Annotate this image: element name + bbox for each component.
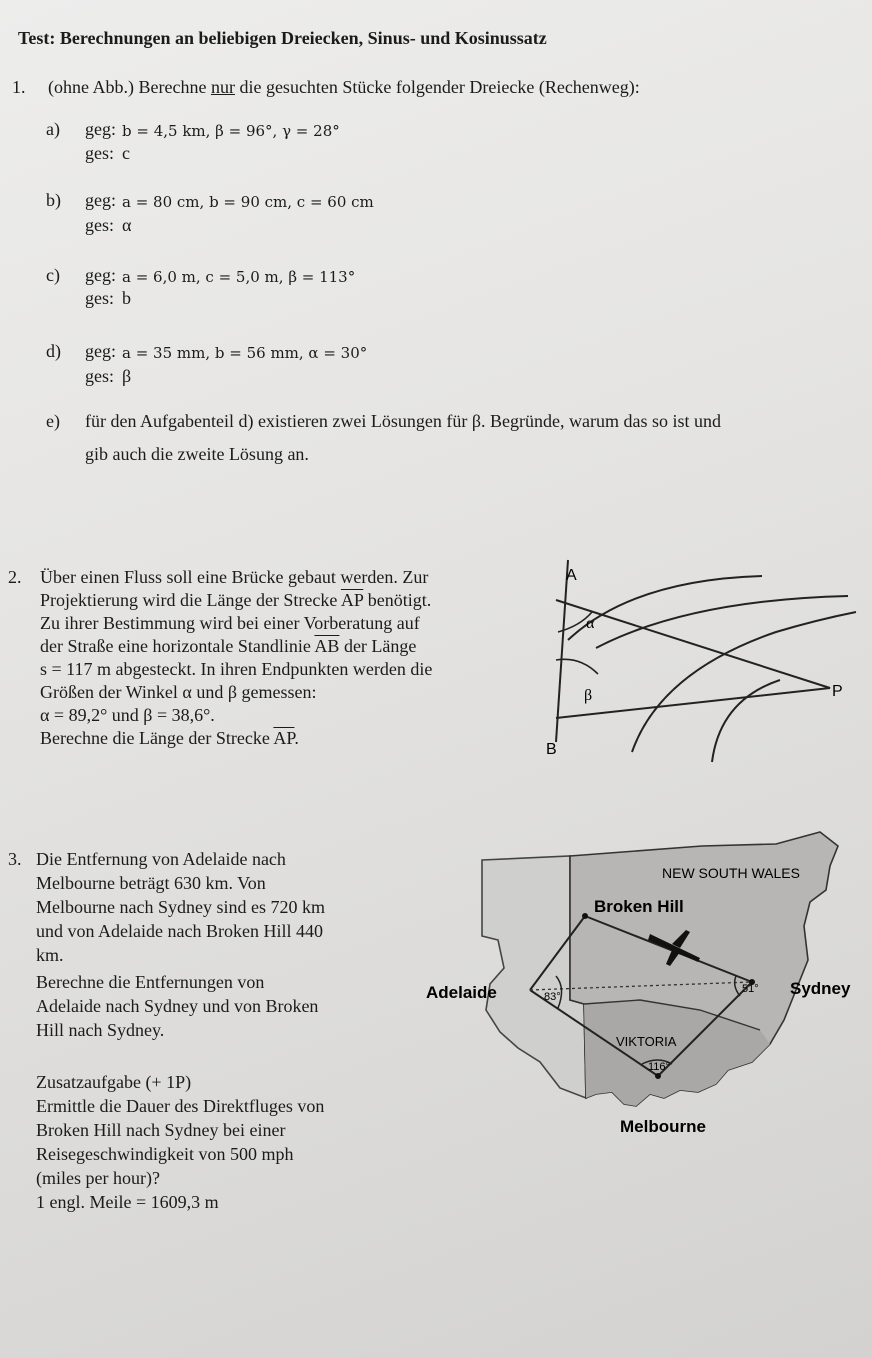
task1-number: 1.: [12, 77, 26, 97]
task3-line: Berechne die Entfernungen von: [36, 972, 265, 992]
broken-hill-dot: [582, 913, 588, 919]
bonus-line: Broken Hill nach Sydney bei einer: [36, 1120, 286, 1140]
given-label: geg:: [85, 341, 116, 361]
given-values: a = 35 mm, b = 56 mm, α = 30°: [122, 344, 368, 362]
segment-ap: $\overline{AP}$: [340, 590, 364, 610]
task1-item-e-letter: e): [46, 411, 60, 431]
page-title: Test: Berechnungen an beliebigen Dreiecken, Sinus- und Kosinussatz: [18, 28, 547, 48]
task3-line: Hill nach Sydney.: [36, 1020, 165, 1040]
label-melbourne: Melbourne: [620, 1117, 706, 1136]
item-letter: a): [46, 119, 60, 139]
point-a-label: A: [566, 567, 577, 584]
item-letter: b): [46, 190, 61, 210]
task3-line: Melbourne nach Sydney sind es 720 km: [36, 897, 325, 917]
label-angle-melbourne: 116°: [648, 1061, 670, 1073]
task2-line: Projektierung wird die Länge der Strecke $\overline{AP}$ benötigt.: [40, 590, 432, 610]
given-label: geg:: [85, 190, 116, 210]
task2-line: Größen der Winkel α und β gemessen:: [40, 682, 317, 702]
task3-line: Die Entfernung von Adelaide nach: [36, 849, 286, 869]
sought-value: c: [122, 143, 130, 163]
label-victoria: VIKTORIA: [616, 1034, 677, 1049]
given-label: geg:: [85, 265, 116, 285]
bonus-line: Zusatzaufgabe (+ 1P): [36, 1072, 192, 1092]
task3-number: 3.: [8, 849, 22, 869]
item-letter: c): [46, 265, 60, 285]
task2-line: α = 89,2° und β = 38,6°.: [40, 705, 215, 725]
bonus-line: Ermittle die Dauer des Direktfluges von: [36, 1096, 325, 1116]
given-values: b = 4,5 km, β = 96°, γ = 28°: [122, 122, 340, 140]
task2-line: der Straße eine horizontale Standlinie $\overline{AB}$ der Länge: [40, 636, 417, 656]
label-adelaide: Adelaide: [426, 983, 497, 1002]
task2-line: Berechne die Länge der Strecke $\overline{AP}$.: [40, 728, 299, 748]
label-nsw: NEW SOUTH WALES: [662, 865, 800, 881]
sought-label: ges:: [85, 288, 114, 308]
sought-value: β: [122, 366, 132, 386]
sought-value: b: [122, 288, 131, 308]
melbourne-dot: [655, 1073, 661, 1079]
bonus-line: 1 engl. Meile = 1609,3 m: [36, 1192, 219, 1212]
task2-line: Über einen Fluss soll eine Brücke gebaut werden. Zur: [40, 567, 429, 587]
point-p-label: P: [832, 683, 843, 700]
sought-label: ges:: [85, 215, 114, 235]
segment-ab: $\overline{AB}$: [314, 636, 340, 656]
task1-item-e-line2: gib auch die zweite Lösung an.: [85, 444, 309, 464]
point-b-label: B: [546, 741, 557, 758]
beta-label: β: [584, 687, 593, 704]
label-broken-hill: Broken Hill: [594, 897, 684, 916]
task2-number: 2.: [8, 567, 22, 587]
sought-label: ges:: [85, 143, 114, 163]
label-sydney: Sydney: [790, 979, 851, 998]
task3-line: Melbourne beträgt 630 km. Von: [36, 873, 266, 893]
bonus-line: Reisegeschwindigkeit von 500 mph: [36, 1144, 294, 1164]
task1-intro: (ohne Abb.) Berechne nur die gesuchten Stücke folgender Dreiecke (Rechenweg):: [48, 77, 640, 97]
given-label: geg:: [85, 119, 116, 139]
label-angle-adelaide: 83°: [544, 991, 561, 1003]
given-values: a = 6,0 m, c = 5,0 m, β = 113°: [122, 268, 356, 286]
sought-label: ges:: [85, 366, 114, 386]
task1-item-e-line1: für den Aufgabenteil d) existieren zwei Lösungen für β. Begründe, warum das so ist und: [85, 411, 721, 431]
sought-value: α: [122, 215, 132, 235]
item-letter: d): [46, 341, 61, 361]
label-angle-sydney: 51°: [742, 983, 759, 995]
task2-line: Zu ihrer Bestimmung wird bei einer Vorberatung auf: [40, 613, 420, 633]
task2-line: s = 117 m abgesteckt. In ihren Endpunkten werden die: [40, 659, 433, 679]
alpha-label: α: [586, 615, 595, 632]
given-values: a = 80 cm, b = 90 cm, c = 60 cm: [122, 193, 374, 211]
bonus-line: (miles per hour)?: [36, 1168, 160, 1188]
task3-line: km.: [36, 945, 64, 965]
task3-line: Adelaide nach Sydney und von Broken: [36, 996, 319, 1016]
task3-line: und von Adelaide nach Broken Hill 440: [36, 921, 323, 941]
